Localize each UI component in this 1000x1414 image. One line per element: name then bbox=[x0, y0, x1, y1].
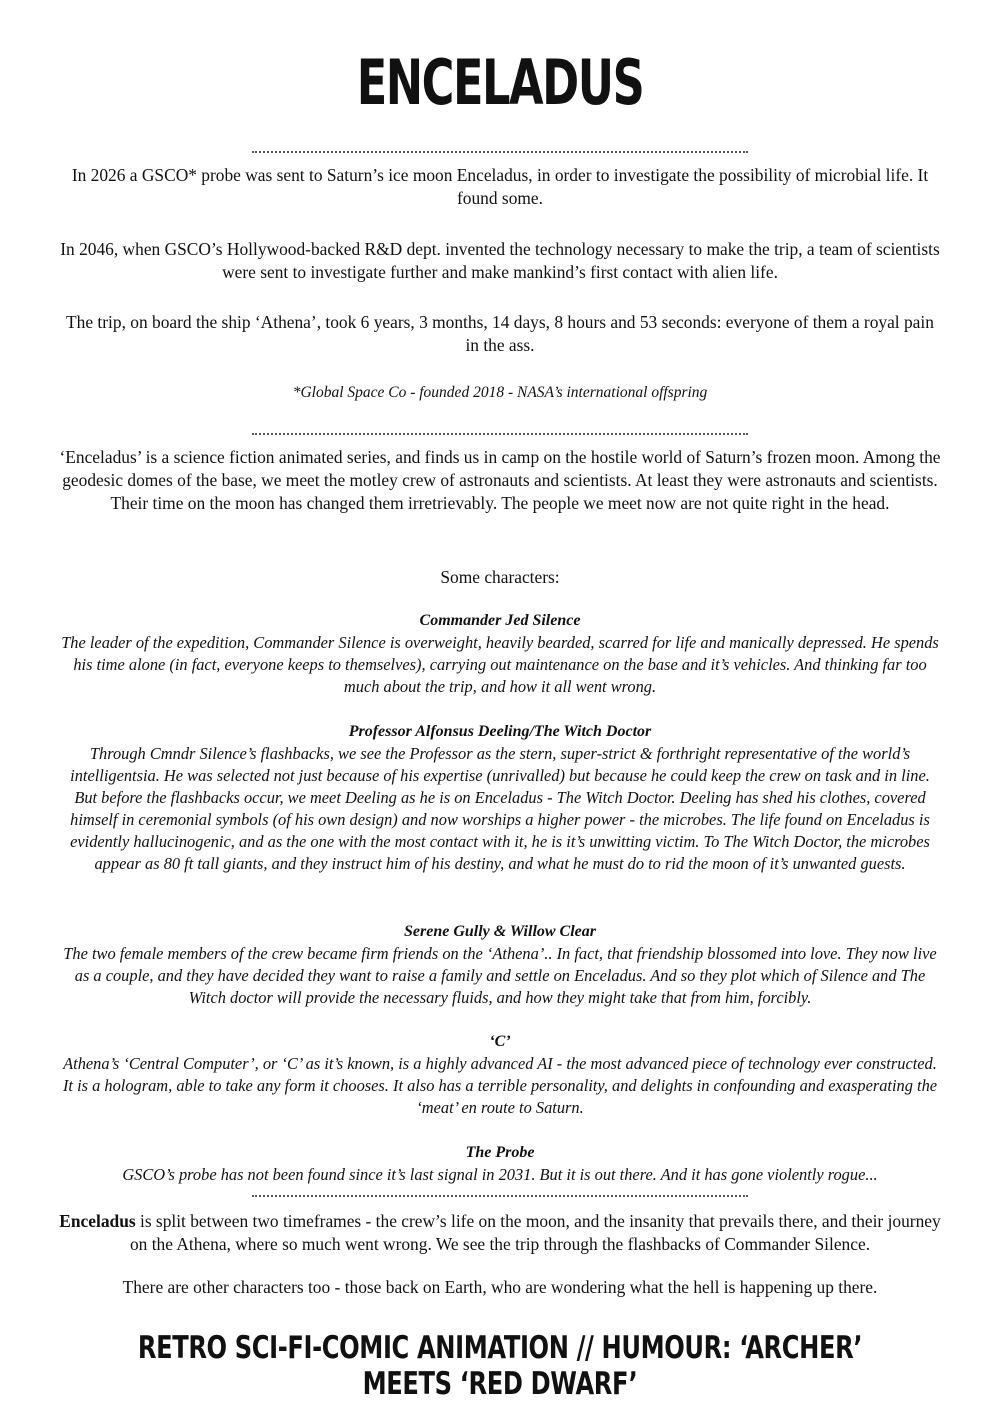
description-text: ‘Enceladus’ is a science fiction animated series, and finds us in camp on the hostile world of Saturn’s frozen moon. Among the geodesic domes of the base, we meet the motley crew of astronauts and scientists. At least they were astronauts and scientists. Their time on the moon has changed them irretrievably. The people we meet now are not quite right in the head. bbox=[59, 447, 941, 513]
footnote bbox=[58, 382, 942, 404]
dotted-divider bbox=[252, 1195, 748, 1197]
dotted-divider bbox=[252, 151, 748, 153]
character-name: ‘C’ bbox=[489, 1033, 511, 1050]
page-title: ENCELADUS bbox=[356, 46, 644, 119]
characters-heading-text: Some characters: bbox=[440, 567, 560, 587]
summary-text: There are other characters too - those back on Earth, who are wondering what the hell is happening up there. bbox=[122, 1277, 878, 1297]
character-entry bbox=[58, 721, 942, 875]
character-name: The Probe bbox=[465, 1144, 535, 1161]
footnote-text: *Global Space Co - founded 2018 - NASA’s international offspring bbox=[292, 384, 708, 401]
character-bio: GSCO’s probe has not been found since it’s last signal in 2031. But it is out there. And it has gone violently rogue... bbox=[122, 1165, 878, 1184]
character-entry bbox=[58, 921, 942, 1009]
character-entry bbox=[58, 610, 942, 698]
characters-heading bbox=[58, 566, 942, 589]
character-bio: Through Cmndr Silence’s flashbacks, we see the Professor as the stern, super-strict & forthright representative of the world’s intelligentsia. He was selected not just because of his expertise (unrivalled) but because he could keep the crew on task and in line. But before the flashbacks occur, we meet Deeling as he is on Enceladus - The Witch Doctor. Deeling has shed his clothes, covered himself in ceremonial symbols (of his own design) and now worships a higher power - the microbes. The life found on Enceladus is evidently hallucinogenic, and as the one with the most contact with it, he is it’s unwitting victim. To The Witch Doctor, the microbes appear as 80 ft tall giants, and they instruct him of his destiny, and what he must do to rid the moon of it’s unwanted guests. bbox=[70, 744, 930, 873]
intro-paragraph bbox=[58, 164, 942, 210]
intro-text: The trip, on board the ship ‘Athena’, took 6 years, 3 months, 14 days, 8 hours and 53 seconds: everyone of them a royal pain in the ass. bbox=[66, 312, 934, 355]
summary-text bbox=[58, 1210, 942, 1256]
intro-paragraph bbox=[58, 311, 942, 357]
character-name: Serene Gully & Willow Clear bbox=[403, 923, 596, 940]
character-entry bbox=[58, 1031, 942, 1119]
summary-rest: is split between two timeframes - the crew’s life on the moon, and the insanity that prevails there, and their journey on the Athena, where so much went wrong. We see the trip through the flashbacks of Commander Silence. bbox=[129, 1211, 941, 1254]
summary-paragraph bbox=[58, 1210, 942, 1256]
intro-text: In 2026 a GSCO* probe was sent to Saturn’s ice moon Enceladus, in order to investigate the possibility of microbial life. It found some. bbox=[71, 165, 929, 208]
character-bio: Athena’s ‘Central Computer’, or ‘C’ as it’s known, is a highly advanced AI - the most advanced piece of technology ever constructed. It is a hologram, able to take any form it chooses. It also has a terrible personality, and delights in confounding and exasperating the ‘meat’ en route to Saturn. bbox=[62, 1054, 938, 1117]
summary-paragraph bbox=[58, 1276, 942, 1299]
character-bio: The leader of the expedition, Commander Silence is overweight, heavily bearded, scarred for life and manically depressed. He spends his time alone (in fact, everyone keeps to themselves), carrying out maintenance on the base and it’s vehicles. And thinking far too much about the trip, and how it all went wrong. bbox=[61, 633, 939, 696]
character-name: Commander Jed Silence bbox=[419, 612, 581, 629]
character-bio: The two female members of the crew became firm friends on the ‘Athena’.. In fact, that friendship blossomed into love. They now live as a couple, and they have decided they want to raise a family and settle on Enceladus. And so they plot which of Silence and The Witch doctor will provide the necessary fluids, and how they might take that from him, forcibly. bbox=[63, 944, 937, 1007]
character-entry bbox=[58, 1142, 942, 1186]
dotted-divider bbox=[252, 433, 748, 435]
series-description bbox=[58, 446, 942, 515]
intro-paragraph bbox=[58, 238, 942, 284]
intro-text: In 2046, when GSCO’s Hollywood-backed R&D dept. invented the technology necessary to make the trip, a team of scientists were sent to investigate further and make mankind’s first contact with alien life. bbox=[60, 239, 940, 282]
tagline: RETRO SCI-FI-COMIC ANIMATION // HUMOUR: ‘ARCHER’ MEETS ‘RED DWARF’ bbox=[137, 1330, 863, 1402]
character-name: Professor Alfonsus Deeling/The Witch Doctor bbox=[348, 723, 652, 740]
summary-bold-term: Enceladus bbox=[59, 1211, 136, 1231]
